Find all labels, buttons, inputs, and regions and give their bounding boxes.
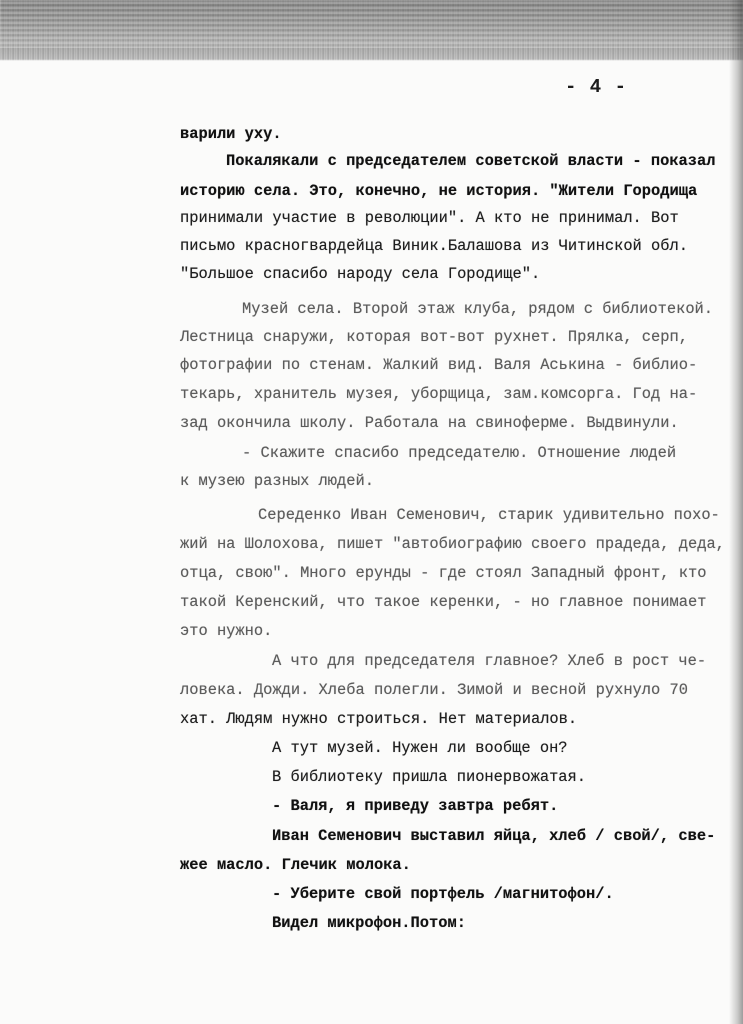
- text-line: ловека. Дожди. Хлеба полегли. Зимой и весной рухнуло 70: [180, 681, 688, 699]
- text-line: это нужно.: [180, 622, 273, 640]
- text-line: хат. Людям нужно строиться. Нет материалов.: [180, 710, 578, 728]
- text-line: Музей села. Второй этаж клуба, рядом с библиотекой.: [242, 300, 714, 318]
- text-line: такой Керенский, что такое керенки, - но главное понимает: [180, 593, 707, 611]
- scan-noise-top-streaks: [0, 0, 743, 48]
- text-line: Лестница снаружи, которая вот-вот рухнет. Прялка, серп,: [180, 328, 688, 346]
- text-line: А что для председателя главное? Хлеб в рост че-: [272, 652, 707, 670]
- text-line: "Большое спасибо народу села Городище".: [180, 265, 541, 283]
- scan-shadow-right: [729, 0, 743, 1024]
- text-line: жий на Шолохова, пишет "автобиографию своего прадеда, деда,: [180, 535, 725, 553]
- text-line: письмо красногвардейца Виник.Балашова из Читинской обл.: [180, 237, 688, 255]
- text-line: принимали участие в революции". А кто не принимал. Вот: [180, 209, 679, 227]
- text-line: А тут музей. Нужен ли вообще он?: [272, 739, 568, 757]
- text-line: текарь, хранитель музея, уборщица, зам.комсорга. Год на-: [180, 385, 698, 403]
- text-line: фотографии по стенам. Жалкий вид. Валя Аськина - библио-: [180, 356, 698, 374]
- text-line: - Валя, я приведу завтра ребят.: [272, 797, 559, 815]
- text-line: Видел микрофон.Потом:: [272, 914, 466, 932]
- text-line: зад окончила школу. Работала на свиноферме. Выдвинули.: [180, 414, 679, 432]
- text-line: - Уберите свой портфель /магнитофон/.: [272, 885, 614, 903]
- text-line: Покалякали с председателем советской власти - показал: [226, 152, 716, 170]
- text-line: варили уху.: [180, 125, 282, 143]
- text-line: отца, свою". Много ерунды - где стоял Западный фронт, кто: [180, 564, 707, 582]
- page-number: - 4 -: [565, 76, 628, 98]
- text-line: к музею разных людей.: [180, 472, 374, 490]
- text-line: В библиотеку пришла пионервожатая.: [272, 768, 587, 786]
- text-line: Иван Семенович выставил яйца, хлеб / свой/, све-: [272, 827, 716, 845]
- text-line: - Скажите спасибо председателю. Отношение людей: [242, 444, 677, 462]
- text-line: историю села. Это, конечно, не история. "Жители Городища: [180, 182, 698, 200]
- text-line: жее масло. Глечик молока.: [180, 856, 411, 874]
- text-line: Середенко Иван Семенович, старик удивительно похо-: [258, 506, 720, 524]
